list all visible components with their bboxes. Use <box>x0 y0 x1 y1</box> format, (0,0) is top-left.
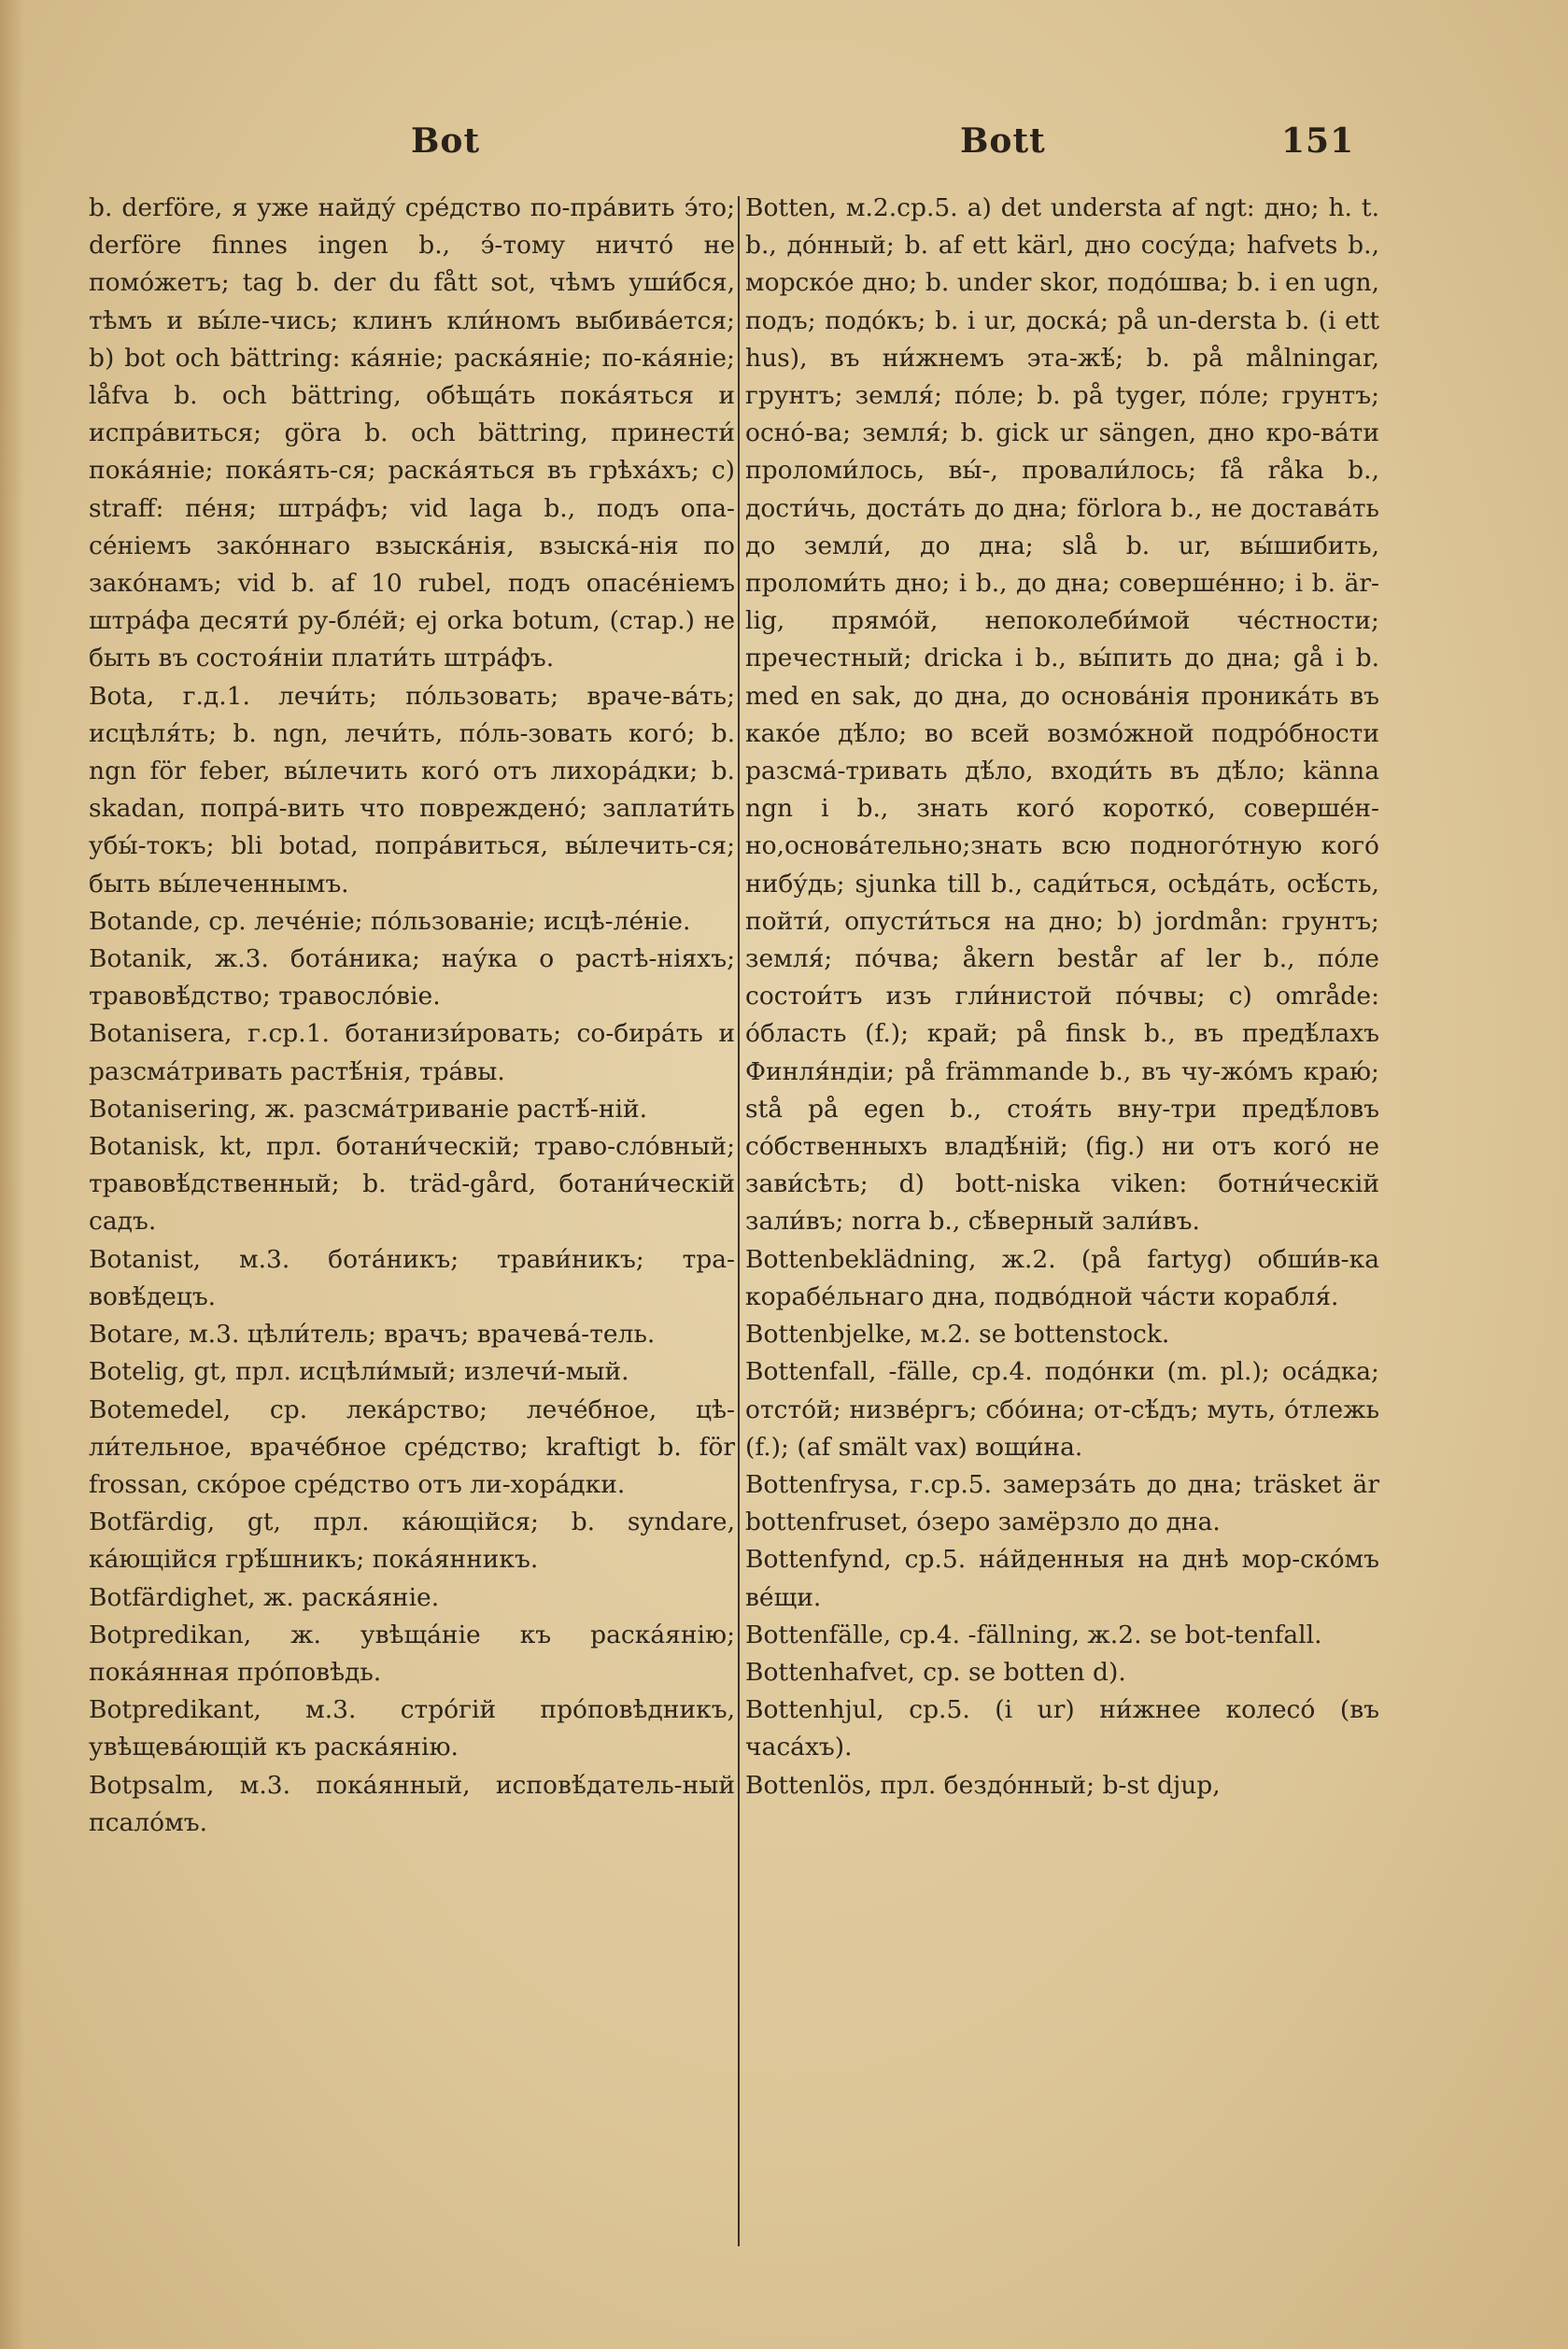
dictionary-entry: Bottenfrysa, г.ср.5. замерза́ть до дна; träsket är bottenfruset, о́зеро замёрзло до дна. <box>745 1469 1379 1537</box>
running-head-left: Bot <box>411 121 481 161</box>
page-number: 151 <box>1281 121 1355 161</box>
column-divider <box>738 196 740 2246</box>
dictionary-entry: Botemedel, ср. лека́рство; лече́бное, цѣ-ли́тельное, враче́бное сре́дство; kraftigt b. för frossan, ско́рое сре́дство отъ ли-хора́дки. <box>89 1394 735 1499</box>
dictionary-entry: Botfärdig, gt, прл. ка́ющійся; b. syndare, ка́ющійся грѣ́шникъ; пока́янникъ. <box>89 1507 735 1575</box>
dictionary-entry: Bota, г.д.1. лечи́ть; по́льзовать; враче-ва́ть; исцѣля́ть; b. ngn, лечи́ть, по́ль-зовать кого́; b. ngn för feber, вы́лечить кого́ отъ лихора́дки; b. skadan, попра́-вить что повреждено́; заплати́ть убы́-токъ; bli botad, попра́виться, вы́лечить-ся; быть вы́леченнымъ. <box>89 681 735 899</box>
right-column <box>745 190 1379 1804</box>
dictionary-entry: Botpsalm, м.3. пока́янный, исповѣ́датель-ный псало́мъ. <box>89 1770 735 1837</box>
dictionary-entry: Botanik, ж.3. бота́ника; нау́ка о растѣ-ніяхъ; травовѣ́дство; травосло́віе. <box>89 944 735 1012</box>
dictionary-entry: Botande, ср. лече́ніе; по́льзованіе; исцѣ-ле́ніе. <box>89 906 691 936</box>
dictionary-entry: Botpredikan, ж. увѣща́ніе къ раска́янію; пока́янная про́повѣдь. <box>89 1620 735 1687</box>
dictionary-entry: Botare, м.3. цѣли́тель; врачъ; врачева́-тель. <box>89 1320 656 1350</box>
dictionary-entry: Bottenbjelke, м.2. se bottenstock. <box>745 1320 1170 1350</box>
dictionary-entry: Botten, м.2.ср.5. a) det understa af ngt: дно; h. t. b., до́нный; b. af ett kärl, дно сосу́да; hafvets b., морско́е дно; b. under skor, подо́шва; b. i en ugn, подъ; подо́къ; b. i ur, доска́; på un-dersta b. (i ett hus), въ ни́жнемъ эта-жѣ́; b. på målningar, грунтъ; земля́; по́ле; b. på tyger, по́ле; грунтъ; осно́-ва; земля́; b. gick ur sängen, дно кро-ва́ти проломи́лось, вы́-, провали́лось; få råka b., дости́чь, доста́ть до дна; förlora b., не достава́ть до земли́, до дна; slå b. ur, вы́шибить, проломи́ть дно; i b., до дна; соверше́нно; i b. är-lig, прямо́й, непоколеби́мой че́стности; пречестный; dricka i b., вы́пить до дна; gå i b. med en sak, до дна, до основа́нія проника́ть въ како́е дѣ́ло; во всей возмо́жной подро́бности разсма́-тривать дѣ́ло, входи́ть въ дѣ́ло; känna ngn i b., знать кого́ коротко́, соверше́н-но,основа́тельно;знать всю подного́тную кого́ нибу́дь; sjunka till b., сади́ться, осѣда́ть, осѣ́сть, пойти́, опусти́ться на дно; b) jordmån: грунтъ; земля́; по́чва; åkern består af ler b., по́ле состои́тъ изъ гли́нистой по́чвы; c) område: о́бласть (f.); край; på finsk b., въ предѣ́лахъ Финля́ндіи; på främmande b., въ чу-жо́мъ краю́; stå på egen b., стоя́ть вну-три предѣ́ловъ со́бственныхъ владѣ́ній; (fig.) ни отъ кого́ не зави́сѣть; d) bott-niska viken: ботни́ческій зали́въ; norra b., сѣ́верный зали́въ. <box>745 193 1379 1237</box>
dictionary-entry: Botanisk, kt, прл. ботани́ческій; траво-сло́вный; травовѣ́дственный; b. träd-gård, ботани́ческій садъ. <box>89 1132 735 1237</box>
dictionary-entry: Bottenfynd, ср.5. на́йденныя на днѣ мор-ско́мъ ве́щи. <box>745 1545 1379 1612</box>
left-column <box>89 190 735 1842</box>
dictionary-entry: Bottenbeklädning, ж.2. (på fartyg) обши́в-ка корабе́льнаго дна, подво́дной ча́сти корабля́. <box>745 1244 1379 1311</box>
dictionary-entry: Bottenhjul, ср.5. (i ur) ни́жнее колесо́ (въ часа́хъ). <box>745 1695 1379 1762</box>
dictionary-entry: Botpredikant, м.3. стро́гій про́повѣдникъ, увѣщева́ющій къ раска́янію. <box>89 1695 735 1762</box>
dictionary-entry: Bottenfall, -fälle, ср.4. подо́нки (m. pl.); оса́дка; отсто́й; низве́ргъ; сбо́ина; от-сѣ́дъ; муть, о́тлежь (f.); (af smält vax) вощи́на. <box>745 1357 1379 1462</box>
dictionary-entry: Botelig, gt, прл. исцѣли́мый; излечи́-мый. <box>89 1357 629 1387</box>
dictionary-entry: Bottenlös, прл. бездо́нный; b-st djup, <box>745 1770 1221 1800</box>
dictionary-entry: Botanisering, ж. разсма́триваніе растѣ́-ній. <box>89 1094 648 1124</box>
page-edge <box>0 0 24 2349</box>
dictionary-entry: b. derföre, я уже найду́ сре́дство по-пра́вить э́то; derföre finnes ingen b., э́-тому ничто́ не помо́жетъ; tag b. der du fått sot, чѣмъ уши́бся, тѣмъ и вы́ле-чись; клинъ кли́номъ выбива́ется; b) bot och bättring: ка́яніе; раска́яніе; по-ка́яніе; låfva b. och bättring, обѣща́ть пока́яться и испра́виться; göra b. och bättring, принести́ пока́яніе; пока́ять-ся; раска́яться въ грѣха́хъ; c) straff: пе́ня; штра́фъ; vid laga b., подъ опа-се́ніемъ зако́ннаго взыска́нія, взыска́-нія по зако́намъ; vid b. af 10 rubel, подъ опасе́ніемъ штра́фа десяти́ ру-бле́й; ej orka botum, (стар.) не быть въ состоя́ніи плати́ть штра́фъ. <box>89 193 735 673</box>
dictionary-entry: Botanisera, г.ср.1. ботанизи́ровать; со-бира́ть и разсма́тривать растѣ́нія, тра́вы. <box>89 1019 735 1086</box>
dictionary-entry: Botanist, м.3. бота́никъ; трави́никъ; тра-вовѣ́децъ. <box>89 1244 735 1311</box>
dictionary-entry: Bottenfälle, ср.4. -fällning, ж.2. se bot-tenfall. <box>745 1620 1322 1649</box>
running-head-center: Bott <box>960 121 1046 161</box>
dictionary-entry: Bottenhafvet, ср. se botten d). <box>745 1657 1126 1687</box>
dictionary-entry: Botfärdighet, ж. раска́яніе. <box>89 1582 440 1612</box>
